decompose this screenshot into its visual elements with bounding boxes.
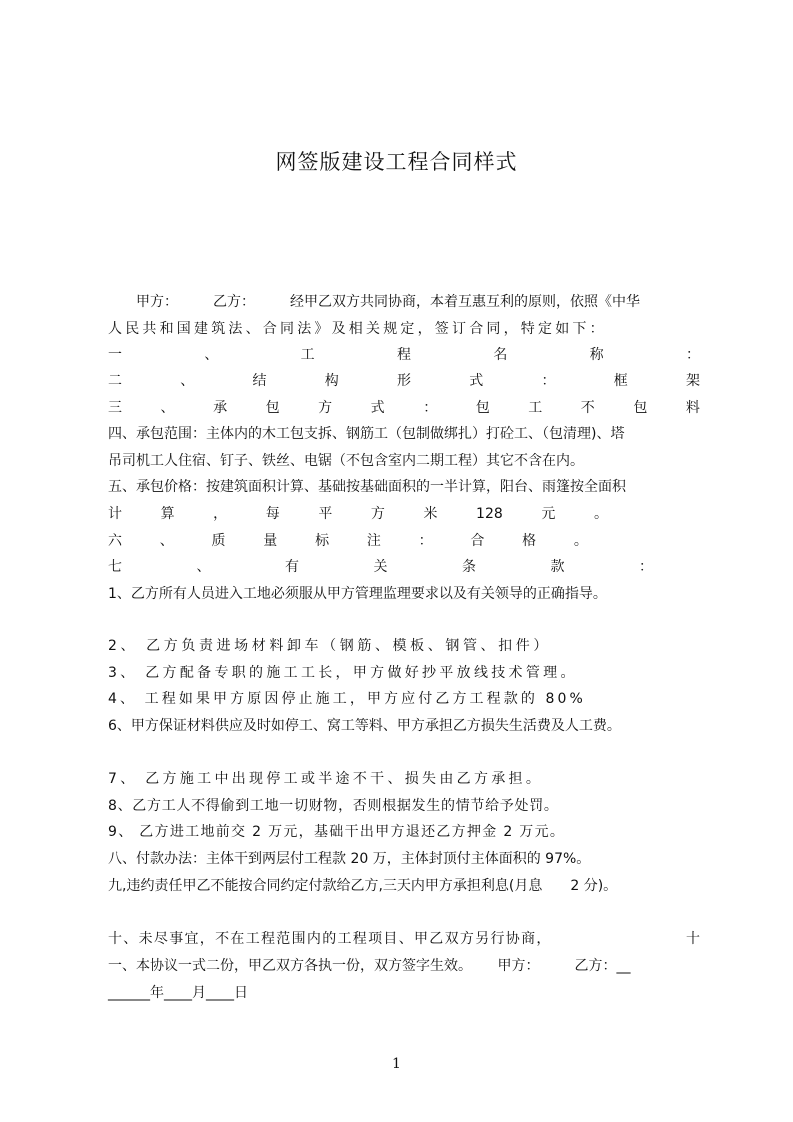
list-token: 包 [475,400,490,416]
list-token: 不 [580,400,595,416]
list-token: 算 [160,506,175,522]
list-token: 包 [633,400,648,416]
list-token: 量 [263,533,278,549]
list-token: 工 [300,347,315,363]
list-token: 承 [213,400,228,416]
list-token: 方 [370,506,385,522]
item-1-project-name [108,345,700,365]
clause-1: 1、乙方所有人员进入工地必须服从甲方管理监理要求以及有关领导的正确指导。 [108,586,607,602]
list-token: 一 [108,347,122,363]
clause-2: 2、 乙方负责进场材料卸车（钢筋、模板、钢管、扣件） [108,638,551,654]
list-token: 、 [204,347,219,363]
list-token: 称 [589,347,604,363]
list-token: 标 [315,533,330,549]
document-title: 网签版建设工程合同样式 [275,150,518,174]
list-token: 结 [252,373,267,389]
list-token: 注 [366,533,381,549]
intro-line-2 [108,319,700,339]
item-2-structure [108,371,700,391]
list-token: ： [639,559,653,575]
list-token: 六 [108,533,122,549]
list-token: 方 [318,400,333,416]
list-token: 条 [462,559,476,575]
list-token: 关 [373,559,388,575]
list-token: 平 [318,506,333,522]
list-token: 合 [470,533,485,549]
list-token: 构 [324,373,339,389]
clause-9: 9、 乙方进工地前交 2 万元，基础干出甲方退还乙方押金 2 万元。 [108,824,566,840]
list-token: 式 [469,373,484,389]
list-token: 计 [108,506,122,522]
item-5-price-line-1: 五、承包价格：按建筑面积计算、基础按基础面积的一半计算，阳台、雨篷按全面积 [108,479,626,495]
list-token: 二 [108,373,122,389]
item-6-quality [108,531,588,551]
item-5-price-line-2 [108,504,608,524]
list-token: 格 [522,533,537,549]
page-number: 1 [392,1056,401,1072]
list-token: ： [685,347,700,363]
list-token: 程 [396,347,411,363]
list-token: 、 [160,400,175,416]
list-token: 元 [541,506,556,522]
list-token: ： [423,400,438,416]
list-token: 128 [476,506,503,522]
list-token: 款 [550,559,565,575]
item-4-scope-line-2: 吊司机工人住宿、钉子、铁丝、电锯（不包含室内二期工程）其它不含在内。 [108,453,584,469]
item-4-scope-line-1: 四、承包范围：主体内的木工包支拆、钢筋工（包制做绑扎）打砼工、（包清理)、塔 [108,426,625,442]
list-token: 名 [493,347,508,363]
list-token: ： [418,533,433,549]
list-token: ， [213,506,228,522]
list-token: 、 [159,533,174,549]
list-token: 七 [108,559,122,575]
signature-date-line: ______年____月____日 [108,985,248,1001]
list-token: ： [541,373,556,389]
list-token: 、 [196,559,211,575]
list-token: 有 [285,559,299,575]
closing-line-1-end: 十 [686,931,700,947]
list-token: 包 [265,400,280,416]
item-3-contract-mode [108,398,700,418]
clause-4: 4、 工程如果甲方原因停止施工，甲方应付乙方工程款的 80% [108,691,586,707]
list-token: 框 [613,373,628,389]
list-token: 架 [686,373,700,389]
clause-payment: 八、付款办法：主体干到两层付工程款 20 万，主体封顶付主体面积的 97%。 [108,851,591,867]
clause-6: 6、甲方保证材料供应及时如停工、窝工等料、甲方承担乙方损失生活费及人工费。 [108,718,621,734]
list-token: 工 [528,400,543,416]
intro-line-1: 甲方： 乙方： 经甲乙双方共同协商，本着互惠互利的原则，依照《中华 [108,294,640,310]
clause-8: 8、乙方工人不得偷到工地一切财物，否则根据发生的情节给予处罚。 [108,798,559,814]
intro-line-2-text: 人民共和国建筑法、合同法》及相关规定，签订合同，特定如下： [108,321,607,337]
closing-line-1-text: 十、未尽事宜，不在工程范围内的工程项目、甲乙双方另行协商， [108,931,552,947]
list-token: 质 [211,533,226,549]
list-token: 。 [593,506,608,522]
list-token: 形 [397,373,411,389]
list-token: 式 [370,400,385,416]
item-7-terms [108,557,653,577]
closing-line-2: 一、本协议一式二份，甲乙双方各执一份，双方签字生效。 甲方： 乙方：__ [108,958,631,974]
clause-3: 3、 乙方配备专职的施工工长，甲方做好抄平放线技术管理。 [108,665,578,681]
list-token: 每 [265,506,280,522]
closing-line-1 [108,929,700,949]
list-token: 米 [423,506,438,522]
list-token: 三 [108,400,122,416]
clause-liability: 九,违约责任甲乙不能按合同约定付款给乙方,三天内甲方承担利息(月息 2 分)。 [108,878,618,894]
list-token: 。 [573,533,588,549]
list-token: 料 [685,400,700,416]
list-token: 、 [180,373,195,389]
clause-7: 7、 乙方施工中出现停工或半途不干、损失由乙方承担。 [108,771,544,787]
